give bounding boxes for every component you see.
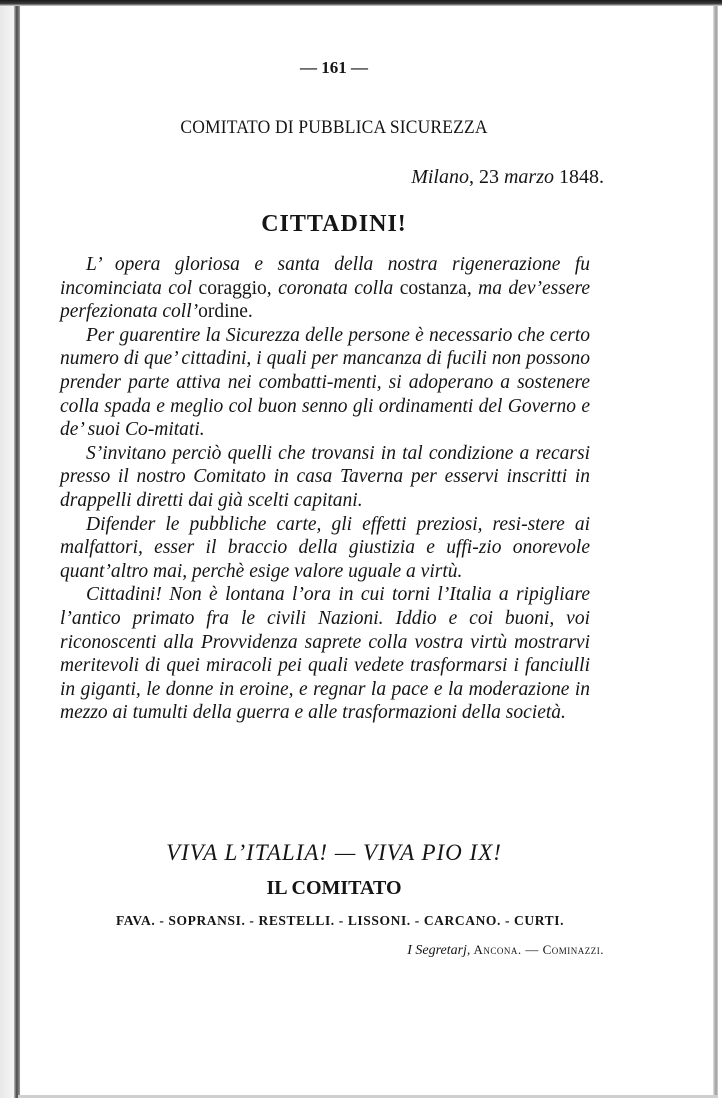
page-number: — 161 — <box>300 58 368 77</box>
paragraph-segment: L’ opera gloriosa e santa della nostra rigenerazione fu incominciata col <box>60 254 590 299</box>
paragraph <box>60 324 590 442</box>
paragraph <box>60 513 590 584</box>
paragraph-segment: Per guarentire la Sicurezza delle persone è necessario che certo numero di que’ cittadini, i quali per mancanza di fucili non possono prender parte attiva nei combatti-menti, si adoperano a sostenere colla spada e meglio col buon senno gli ordinamenti del Governo e de’ suoi Co-mitati. <box>60 324 590 441</box>
headline: CITTADINI! <box>261 211 407 237</box>
paragraph-segment: coronata colla <box>271 277 400 299</box>
dateline-year: 1848. <box>559 166 604 188</box>
paragraph-segment: Cittadini! Non è lontana l’ora in cui torni l’Italia a ripigliare l’antico primato fra le civili Nazioni. Iddio e coi buoni, voi riconoscenti alla Provvidenza saprete colla vostra virtù mostrarvi meritevoli di quei miracoli pei quali vedete trasformarsi i fanciulli in giganti, le donne in eroine, e regnar la pace e la moderazione in mezzo ai tumulti della guerra e alle trasformazioni della società. <box>60 584 590 724</box>
dateline-month: marzo <box>503 166 554 188</box>
dateline-day: 23 <box>478 166 499 188</box>
signature-title: IL COMITATO <box>266 877 402 899</box>
secretaries-label: I Segretarj <box>407 943 467 958</box>
dateline <box>411 166 604 189</box>
scan-top-edge <box>0 0 722 6</box>
secretaries-names: Ancona. — Cominazzi. <box>473 942 604 957</box>
paragraph-segment: Difender le pubbliche carte, gli effetti preziosi, resi-stere ai malfattori, esser il braccio della giustizia e uffi-zio onorevole quant’altro mai, perchè esige valore uguale a virtù. <box>60 513 590 582</box>
committee-title: COMITATO DI PUBBLICA SICUREZZA <box>180 117 488 138</box>
paragraph-segment-upright: coraggio, <box>198 277 272 299</box>
paragraph <box>60 583 590 725</box>
book-binding-line <box>14 0 20 1098</box>
dateline-place: Milano <box>411 166 469 188</box>
secretaries-separator: , <box>466 942 474 957</box>
page-right-edge <box>713 6 718 1098</box>
signatories-list: FAVA. - SOPRANSI. - RESTELLI. - LISSONI. - CARCANO. - CURTI. <box>115 913 565 928</box>
closing-exclamation: VIVA L’ITALIA! — VIVA PIO IX! <box>166 840 502 865</box>
paragraph-segment: ma dev’essere perfezionata coll’ <box>60 277 590 323</box>
paragraph-segment-upright: ordine. <box>198 301 253 323</box>
secretaries-line <box>407 942 604 959</box>
paragraph-segment-upright: costanza, <box>399 277 472 299</box>
paragraph <box>60 442 590 513</box>
paragraph <box>60 253 590 324</box>
proclamation-body <box>60 253 590 725</box>
paragraph-segment: S’invitano perciò quelli che trovansi in tal condizione a recarsi presso il nostro Comitato in casa Taverna per esservi inscritti in drappelli diretti dai già scelti capitani. <box>60 442 590 511</box>
dateline-separator: , <box>468 166 479 188</box>
page-left-margin-shade <box>0 0 14 1098</box>
